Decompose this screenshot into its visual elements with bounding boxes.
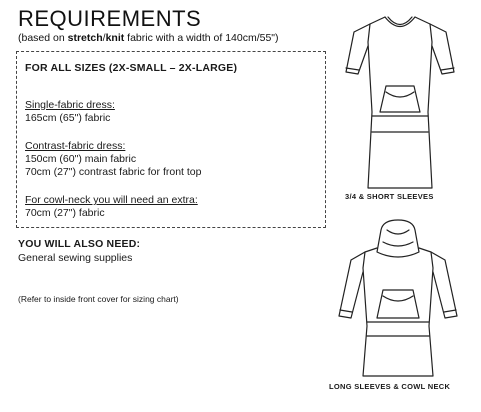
subtitle — [18, 32, 279, 44]
right-long-sleeve — [431, 252, 457, 318]
cowl-neck-amount: 70cm (27") fabric — [25, 207, 105, 219]
pocket-shape — [380, 86, 420, 112]
left-long-sleeve — [339, 252, 365, 318]
cowl-neck-dress-illustration — [333, 218, 463, 383]
right-sleeve-cuff — [441, 68, 454, 70]
contrast-top-amount: 70cm (27") contrast fabric for front top — [25, 166, 202, 178]
subtitle-prefix: (based on — [18, 32, 68, 44]
pocket-opening — [386, 92, 414, 97]
requirements-box — [16, 51, 326, 228]
pocket-opening — [383, 296, 413, 301]
cowl-neck-caption: LONG SLEEVES & COWL NECK — [329, 382, 451, 391]
cowl-neck-dress-drawing — [333, 218, 463, 378]
subtitle-stretch: stretch — [67, 32, 103, 44]
page-title: REQUIREMENTS — [18, 6, 202, 31]
cowl-shape — [377, 220, 419, 257]
right-long-cuff — [444, 310, 456, 312]
subtitle-knit: knit — [105, 32, 125, 44]
also-need-heading: YOU WILL ALSO NEED: — [18, 238, 141, 250]
subtitle-slash: / — [102, 32, 106, 44]
short-sleeve-caption: 3/4 & SHORT SLEEVES — [345, 192, 434, 201]
contrast-main-amount: 150cm (60") main fabric — [25, 153, 137, 165]
subtitle-suffix: fabric with a width of 140cm/55") — [124, 32, 279, 44]
right-sleeve-shape — [430, 24, 454, 74]
left-long-cuff — [340, 310, 352, 312]
cowl-fold-lower — [383, 242, 413, 246]
dress-body-shape — [368, 17, 432, 188]
left-sleeve-cuff — [346, 68, 359, 70]
cowl-fold — [387, 230, 409, 234]
single-fabric-label: Single-fabric dress: — [25, 99, 115, 111]
short-sleeve-dress-drawing — [340, 12, 460, 190]
left-sleeve-shape — [346, 24, 370, 74]
single-fabric-amount: 165cm (65") fabric — [25, 112, 111, 124]
contrast-fabric-label: Contrast-fabric dress: — [25, 140, 126, 152]
cowl-neck-label: For cowl-neck you will need an extra: — [25, 194, 198, 206]
sizes-heading: FOR ALL SIZES (2X-SMALL – 2X-LARGE) — [25, 62, 238, 74]
dress-body-shape — [363, 248, 433, 376]
sizing-chart-note: (Refer to inside front cover for sizing chart) — [18, 294, 179, 304]
pocket-shape — [377, 290, 419, 318]
short-sleeve-dress-illustration — [340, 12, 460, 195]
also-need-line: General sewing supplies — [18, 252, 133, 264]
